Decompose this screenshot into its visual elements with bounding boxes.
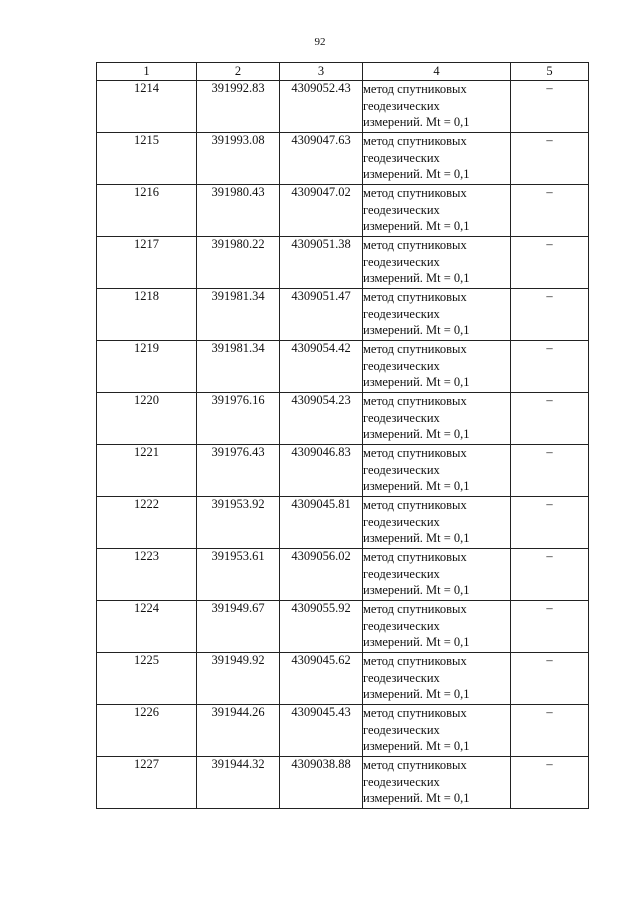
coordinate-y: 4309045.62 <box>280 653 363 705</box>
coordinate-x: 391944.26 <box>197 705 280 757</box>
coordinate-x: 391981.34 <box>197 341 280 393</box>
coordinate-y: 4309055.92 <box>280 601 363 653</box>
method-line: метод спутниковых <box>363 654 467 668</box>
coordinate-y: 4309047.63 <box>280 133 363 185</box>
column-header: 5 <box>511 63 589 81</box>
coordinate-x: 391993.08 <box>197 133 280 185</box>
coordinate-x: 391944.32 <box>197 757 280 809</box>
point-number: 1227 <box>97 757 197 809</box>
method-line: геодезических <box>363 306 440 321</box>
coordinate-x: 391976.43 <box>197 445 280 497</box>
note-dash: – <box>511 289 589 341</box>
point-number: 1222 <box>97 497 197 549</box>
method-line: измерений. Mt = 0,1 <box>363 427 470 441</box>
table-row <box>97 653 589 705</box>
coordinate-y: 4309054.42 <box>280 341 363 393</box>
method-description <box>363 601 511 653</box>
method-line: измерений. Mt = 0,1 <box>363 583 470 597</box>
table-row <box>97 185 589 237</box>
point-number: 1216 <box>97 185 197 237</box>
table-row <box>97 341 589 393</box>
note-dash: – <box>511 653 589 705</box>
coordinate-y: 4309052.43 <box>280 81 363 133</box>
method-line: измерений. Mt = 0,1 <box>363 531 470 545</box>
point-number: 1218 <box>97 289 197 341</box>
method-line: измерений. Mt = 0,1 <box>363 271 470 285</box>
note-dash: – <box>511 81 589 133</box>
note-dash: – <box>511 393 589 445</box>
coordinate-x: 391980.22 <box>197 237 280 289</box>
method-description <box>363 497 511 549</box>
table-row <box>97 601 589 653</box>
note-dash: – <box>511 757 589 809</box>
method-line: метод спутниковых <box>363 342 467 356</box>
coordinate-x: 391953.92 <box>197 497 280 549</box>
note-dash: – <box>511 341 589 393</box>
method-line: измерений. Mt = 0,1 <box>363 739 470 753</box>
note-dash: – <box>511 445 589 497</box>
point-number: 1220 <box>97 393 197 445</box>
page-number: 92 <box>314 36 326 48</box>
note-dash: – <box>511 185 589 237</box>
method-description <box>363 393 511 445</box>
method-line: метод спутниковых <box>363 394 467 408</box>
method-description <box>363 705 511 757</box>
coordinate-y: 4309051.38 <box>280 237 363 289</box>
table-row <box>97 757 589 809</box>
point-number: 1217 <box>97 237 197 289</box>
method-description <box>363 653 511 705</box>
method-line: метод спутниковых <box>363 706 467 720</box>
method-line: геодезических <box>363 618 440 633</box>
table-row <box>97 549 589 601</box>
method-line: измерений. Mt = 0,1 <box>363 635 470 649</box>
coordinate-y: 4309045.81 <box>280 497 363 549</box>
coordinate-x: 391980.43 <box>197 185 280 237</box>
method-description <box>363 81 511 133</box>
coordinate-y: 4309047.02 <box>280 185 363 237</box>
coordinate-y: 4309045.43 <box>280 705 363 757</box>
method-line: метод спутниковых <box>363 602 467 616</box>
point-number: 1225 <box>97 653 197 705</box>
point-number: 1226 <box>97 705 197 757</box>
method-line: геодезических <box>363 150 440 165</box>
method-description <box>363 549 511 601</box>
point-number: 1223 <box>97 549 197 601</box>
coordinate-y: 4309038.88 <box>280 757 363 809</box>
method-line: геодезических <box>363 202 440 217</box>
method-line: метод спутниковых <box>363 498 467 512</box>
method-line: измерений. Mt = 0,1 <box>363 479 470 493</box>
method-description <box>363 185 511 237</box>
method-description <box>363 341 511 393</box>
method-line: метод спутниковых <box>363 82 467 96</box>
method-line: измерений. Mt = 0,1 <box>363 323 470 337</box>
point-number: 1219 <box>97 341 197 393</box>
method-line: геодезических <box>363 514 440 529</box>
method-line: метод спутниковых <box>363 290 467 304</box>
coordinate-x: 391949.92 <box>197 653 280 705</box>
table-row <box>97 497 589 549</box>
coordinates-table <box>96 62 589 809</box>
method-line: геодезических <box>363 358 440 373</box>
point-number: 1224 <box>97 601 197 653</box>
method-line: геодезических <box>363 410 440 425</box>
method-line: геодезических <box>363 566 440 581</box>
table-row <box>97 289 589 341</box>
point-number: 1221 <box>97 445 197 497</box>
method-description <box>363 289 511 341</box>
coordinate-y: 4309054.23 <box>280 393 363 445</box>
method-description <box>363 757 511 809</box>
table-row <box>97 705 589 757</box>
method-line: геодезических <box>363 462 440 477</box>
method-line: метод спутниковых <box>363 446 467 460</box>
method-line: измерений. Mt = 0,1 <box>363 687 470 701</box>
note-dash: – <box>511 601 589 653</box>
method-line: метод спутниковых <box>363 134 467 148</box>
coordinate-x: 391976.16 <box>197 393 280 445</box>
note-dash: – <box>511 497 589 549</box>
point-number: 1215 <box>97 133 197 185</box>
method-line: измерений. Mt = 0,1 <box>363 167 470 181</box>
coordinate-x: 391953.61 <box>197 549 280 601</box>
coordinate-x: 391992.83 <box>197 81 280 133</box>
table-row <box>97 393 589 445</box>
method-line: метод спутниковых <box>363 186 467 200</box>
table-header-row <box>97 63 589 81</box>
column-header: 3 <box>280 63 363 81</box>
method-description <box>363 237 511 289</box>
table-row <box>97 237 589 289</box>
method-line: метод спутниковых <box>363 238 467 252</box>
method-line: геодезических <box>363 98 440 113</box>
method-line: измерений. Mt = 0,1 <box>363 375 470 389</box>
method-line: измерений. Mt = 0,1 <box>363 219 470 233</box>
method-description <box>363 445 511 497</box>
table-row <box>97 81 589 133</box>
note-dash: – <box>511 705 589 757</box>
note-dash: – <box>511 237 589 289</box>
table-row <box>97 445 589 497</box>
note-dash: – <box>511 133 589 185</box>
column-header: 4 <box>363 63 511 81</box>
column-header: 2 <box>197 63 280 81</box>
method-description <box>363 133 511 185</box>
method-line: геодезических <box>363 774 440 789</box>
table-row <box>97 133 589 185</box>
method-line: геодезических <box>363 722 440 737</box>
coordinate-y: 4309046.83 <box>280 445 363 497</box>
method-line: измерений. Mt = 0,1 <box>363 791 470 805</box>
coordinate-x: 391949.67 <box>197 601 280 653</box>
coordinate-y: 4309056.02 <box>280 549 363 601</box>
method-line: измерений. Mt = 0,1 <box>363 115 470 129</box>
method-line: метод спутниковых <box>363 758 467 772</box>
coordinate-x: 391981.34 <box>197 289 280 341</box>
method-line: метод спутниковых <box>363 550 467 564</box>
table-body <box>97 81 589 809</box>
method-line: геодезических <box>363 254 440 269</box>
point-number: 1214 <box>97 81 197 133</box>
coordinate-y: 4309051.47 <box>280 289 363 341</box>
column-header: 1 <box>97 63 197 81</box>
note-dash: – <box>511 549 589 601</box>
method-line: геодезических <box>363 670 440 685</box>
